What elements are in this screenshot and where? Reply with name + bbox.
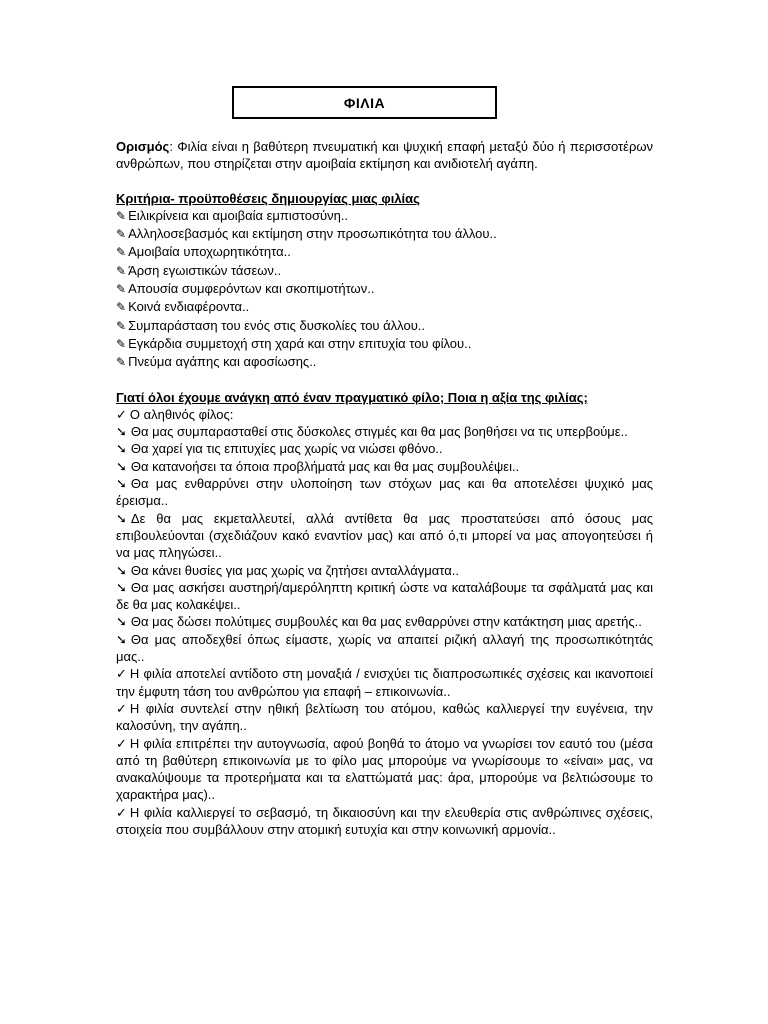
list-item: ✎ Άρση εγωιστικών τάσεων.. (116, 262, 653, 280)
pencil-icon: ✎ (116, 355, 127, 370)
arrow-icon: ➘ (116, 424, 127, 440)
spacer (116, 173, 653, 190)
pencil-icon: ✎ (116, 336, 127, 351)
list-item: ➘ Θα κάνει θυσίες για μας χωρίς να ζητήσει ανταλλάγματα.. (116, 562, 459, 578)
checkmark-icon: ✓ (116, 406, 127, 422)
list-item: ➘ Θα μας αποδεχθεί όπως είμαστε, χωρίς να απαιτεί ριζική αλλαγή της προσωπικότητάς μας.. (116, 631, 653, 665)
checkmark-icon: ✓ (116, 804, 127, 820)
value-heading: Γιατί όλοι έχουμε ανάγκη από έναν πραγματικό φίλο; Ποια η αξία της φιλίας; (116, 389, 588, 405)
arrow-icon: ➘ (116, 631, 127, 647)
list-item: ➘ Θα μας δώσει πολύτιμες συμβουλές και θα μας ενθαρρύνει στην κατάκτηση μιας αρετής.. (116, 614, 642, 630)
value-intro: ✓ Ο αληθινός φίλος: (116, 406, 234, 422)
list-item: ➘ Θα μας ενθαρρύνει στην υλοποίηση των στόχων μας και θα αποτελέσει ψυχικό μας έρεισμα.. (116, 476, 653, 509)
list-item: ➘ Θα κατανοήσει τα όποια προβλήματά μας και θα μας συμβουλέψει.. (116, 458, 520, 474)
list-item: ➘ Δε θα μας εκμεταλλευτεί, αλλά αντίθετα θα μας προστατεύσει από όσους μας επιβουλεύονται (σχεδιάζουν κακό εναντίον μας) και από ό,τι μπορεί να μας απογοητεύσει ή να μας πληγώσει.. (116, 510, 653, 561)
pencil-icon: ✎ (116, 245, 127, 260)
spacer (116, 372, 653, 389)
list-item: ✎ Απουσία συμφερόντων και σκοπιμοτήτων.. (116, 280, 653, 298)
arrow-icon: ➘ (116, 441, 127, 457)
arrow-icon: ➘ (116, 562, 127, 578)
arrow-icon: ➘ (116, 614, 127, 630)
definition-paragraph (116, 138, 653, 173)
pencil-icon: ✎ (116, 263, 127, 278)
list-item: ✓ Η φιλία αποτελεί αντίδοτο στη μοναξιά / ενισχύει τις διαπροσωπικές σχέσεις και ικανοποιεί την έμφυτη τάση του ανθρώπου για επαφή – επικοινωνία.. (116, 666, 653, 699)
list-item: ✎ Αμοιβαία υποχωρητικότητα.. (116, 243, 653, 261)
criteria-heading: Κριτήρια- προϋποθέσεις δημιουργίας μιας φιλίας (116, 190, 420, 206)
criteria-list (116, 207, 653, 372)
checkmark-icon: ✓ (116, 700, 127, 716)
list-item: ➘ Θα χαρεί για τις επιτυχίες μας χωρίς να νιώσει φθόνο.. (116, 441, 443, 457)
list-item: ✓ Η φιλία επιτρέπει την αυτογνωσία, αφού βοηθά το άτομο να γνωρίσει τον εαυτό του (μέσα από τη βαθύτερη επικοινωνία με το φίλο μας μπορούμε να γνωρίσουμε το «είναι» μας, να ανακαλύψουμε τα προτερήματα και τα ελαττώματά μας: άρα, μπορούμε να βελτιώσουμε το χαρακτήρα μας).. (116, 735, 653, 803)
checkmark-icon: ✓ (116, 735, 127, 751)
title-box (232, 86, 497, 119)
arrow-icon: ➘ (116, 476, 127, 492)
pencil-icon: ✎ (116, 282, 127, 297)
list-item: ✎ Αλληλοσεβασμός και εκτίμηση στην προσωπικότητα του άλλου.. (116, 225, 653, 243)
pencil-icon: ✎ (116, 318, 127, 333)
pencil-icon: ✎ (116, 208, 127, 223)
list-item: ➘ Θα μας συμπαρασταθεί στις δύσκολες στιγμές και θα μας βοηθήσει να τις υπερβούμε.. (116, 424, 628, 440)
page-title: ΦΙΛΙΑ (343, 94, 386, 111)
pencil-icon: ✎ (116, 227, 127, 242)
list-item: ✎ Κοινά ενδιαφέροντα.. (116, 298, 653, 316)
document-body (116, 138, 653, 838)
list-item: ✓ Η φιλία συντελεί στην ηθική βελτίωση του ατόμου, καθώς καλλιεργεί την ευγένεια, την καλοσύνη, την αγάπη.. (116, 700, 653, 734)
list-item: ✓ Η φιλία καλλιεργεί το σεβασμό, τη δικαιοσύνη και την ελευθερία στις ανθρώπινες σχέσεις, στοιχεία που συμβάλλουν στην ατομική ευτυχία και στην κοινωνική αρμονία.. (116, 804, 653, 837)
arrow-icon: ➘ (116, 458, 127, 474)
arrow-icon: ➘ (116, 579, 127, 595)
arrow-icon: ➘ (116, 510, 127, 526)
definition-text: : Φιλία είναι η βαθύτερη πνευματική και ψυχική επαφή μεταξύ δύο ή περισσοτέρων ανθρώπων, που στηρίζεται στην αμοιβαία εκτίμηση και ανιδιοτελή αγάπη. (116, 139, 653, 172)
pencil-icon: ✎ (116, 300, 127, 315)
checkmark-icon: ✓ (116, 666, 127, 682)
list-item: ✎ Πνεύμα αγάπης και αφοσίωσης.. (116, 353, 653, 371)
arrow-list (116, 423, 653, 665)
list-item: ✎ Εγκάρδια συμμετοχή στη χαρά και στην επιτυχία του φίλου.. (116, 335, 653, 353)
check-list (116, 665, 653, 838)
definition-lead: Ορισμός (116, 139, 170, 154)
list-item: ➘ Θα μας ασκήσει αυστηρή/αμερόληπτη κριτική ώστε να καταλάβουμε τα σφάλματά μας και δε θα μας κολακέψει.. (116, 579, 653, 613)
list-item: ✎ Συμπαράσταση του ενός στις δυσκολίες του άλλου.. (116, 317, 653, 335)
list-item: ✎ Ειλικρίνεια και αμοιβαία εμπιστοσύνη.. (116, 207, 653, 225)
